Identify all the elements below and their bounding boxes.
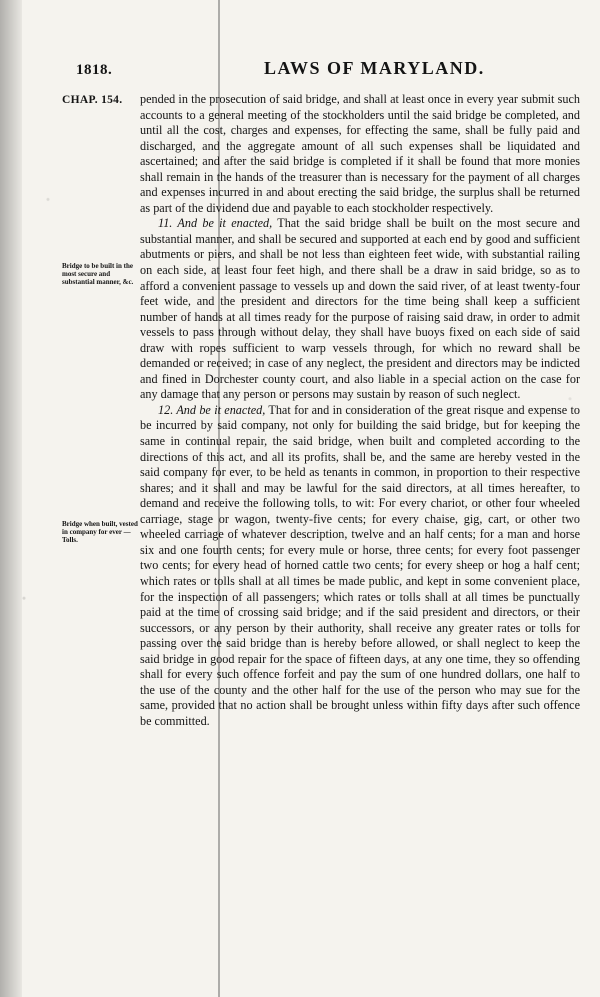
running-title: LAWS OF MARYLAND. (264, 58, 485, 78)
page-header (56, 56, 576, 82)
margin-note-bridge-construction: Bridge to be built in the most secure and substantial manner, &c. (62, 262, 134, 286)
paragraph-text: That the said bridge shall be built on the most secure and substantial manner, and shall be secured and supported at each end by good and sufficient abutments or piers, and shall be not less than eighteen feet wide, with substantial railing on each side, at least four feet high, and there shall be a draw in said bridge, so as to afford a convenient passage to vessels up and down the said river, of at least twenty-four feet wide, and the president and directors for the time being shall keep a sufficient number of hands at all times ready for the purpose of raising said draw, in order to admit vessels to pass through without delay, they shall have buoys fixed on each side of said draw with ropes sufficient to warp vessels through, for which no reward shall be demanded or received; in case of any neglect, the president and directors may be indicted and fined in Dorchester county court, and also liable in a special action on the case for any damage that any person or persons may sustain by reason of such neglect. (140, 216, 580, 402)
paragraph-accounts (140, 92, 580, 216)
paragraph-text: pended in the prosecution of said bridge, and shall at least once in every year submit such accounts to a general meeting of the stockholders until the said bridge be completed, and until all the cost, charges and expenses, for effecting the same, shall be fully paid and discharged, and the aggregate amount of all such expenses shall be liquidated and ascertained; and after the said bridge is completed if it shall be found that more monies shall remain in the hands of the treasurer than is necessary for the payment of all charges and expenses incurred in and about erecting the said bridge, the surplus shall be returned as part of the dividend due and payable to each stockholder respectively. (140, 92, 580, 215)
law-text (140, 92, 580, 729)
section-lead: 12. And be it enacted, (158, 402, 266, 417)
header-year: 1818. (76, 62, 113, 78)
paragraph-section-11 (140, 216, 580, 403)
paragraph-section-12 (140, 403, 580, 729)
chapter-label: CHAP. 154. (62, 94, 123, 106)
page-binding-shadow (0, 0, 22, 997)
margin-note-bridge-vested-tolls: Bridge when built, vested in company for ever —Tolls. (62, 520, 138, 544)
paragraph-text: That for and in consideration of the great risque and expense to be incurred by said company, not only for building the said bridge, but for keeping the same in continual repair, the said bridge, when built and completed according to the directions of this act, and all its profits, shall be, and the same are hereby vested in the said company for ever, to be held as tenants in common, in proportion to their respective shares; and it shall and may be lawful for the said directors, at all times hereafter, to demand and receive the following tolls, to wit: For every chariot, or other four wheeled carriage, stage or wagon, twenty-five cents; for every chaise, gig, cart, or other two wheeled carriage of whatever description, twelve and an half cents; for a man and horse six and one fourth cents; for every mule or horse, three cents; for every foot passenger two cents; for every head of horned cattle two cents; for every sheep or hog a half cent; which rates or tolls shall at all times be made public, and kept in some convenient place, for the inspection of all passengers; which rates or tolls shall at all times be punctually paid at the time of crossing said bridge; and if the said president and directors, or their successors, or any person by their authority, shall receive any greater rates or tolls for passing over the said bridge than is hereby before allowed, or shall neglect to keep the said bridge in good repair for the space of fifteen days, at any one time, they so offending shall for every such offence forfeit and pay the sum of one hundred dollars, one half to the use of the county and the other half for the use of the person who may sue for the same, provided that no action shall be brought unless within fifty days after such offence be committed. (140, 402, 580, 728)
section-lead: 11. And be it enacted, (158, 216, 273, 231)
